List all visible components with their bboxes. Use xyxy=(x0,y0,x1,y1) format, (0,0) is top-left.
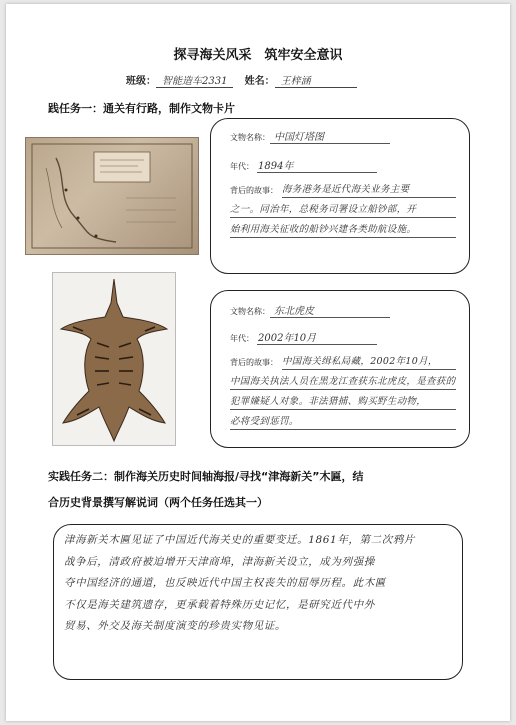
task2-title-line-2: 合历史背景撰写解说词（两个任务任选其一） xyxy=(48,496,268,509)
essay-line-1: 津海新关木匾见证了中国近代海关史的重要变迁。1861年，第二次鸦片 xyxy=(64,534,416,546)
card2-year-field xyxy=(230,329,316,344)
card1-story-label: 背后的故事： xyxy=(230,186,278,195)
card2-story-underline-3 xyxy=(230,409,456,410)
card1-story-line-1: 海务港务是近代海关业务主要 xyxy=(282,184,410,195)
card1-story-line-3: 始利用海关征收的船钞兴建各类助航设施。 xyxy=(230,224,417,235)
card1-year-field xyxy=(230,157,293,172)
card2-story-line-2: 中国海关执法人员在黑龙江查获东北虎皮，是查获的 xyxy=(230,376,456,387)
card1-year-underline xyxy=(257,172,377,173)
card2-year-value: 2002年10月 xyxy=(258,333,317,344)
class-value: 智能造车2331 xyxy=(156,72,233,88)
lighthouse-map-image xyxy=(25,137,199,255)
page-title: 探寻海关风采 筑牢安全意识 xyxy=(173,48,343,63)
card1-name-field xyxy=(230,128,324,143)
map-illustration xyxy=(26,138,198,254)
card1-story-underline-3 xyxy=(230,237,456,238)
card2-story-underline-2 xyxy=(230,389,456,390)
tiger-skin-illustration xyxy=(53,273,175,445)
task2-title-line-1: 实践任务二：制作海关历史时间轴海报/寻找“津海新关”木匾，结 xyxy=(48,470,364,483)
name-label: 姓名： xyxy=(244,76,275,87)
card2-year-underline xyxy=(257,344,377,345)
card1-story-underline-2 xyxy=(230,217,456,218)
card1-year-label: 年代： xyxy=(230,162,254,171)
card2-year-label: 年代： xyxy=(230,334,254,343)
card2-story-line-1: 中国海关缉私局藏，2002年10月， xyxy=(282,356,438,367)
card2-story-label: 背后的故事： xyxy=(230,358,278,367)
card2-story-underline-4 xyxy=(230,429,456,430)
student-info-row xyxy=(126,72,357,88)
card1-name-value: 中国灯塔图 xyxy=(274,132,324,143)
card2-story-line-4: 必将受到惩罚。 xyxy=(230,416,299,427)
card2-name-field xyxy=(230,302,314,317)
card2-name-value: 东北虎皮 xyxy=(274,306,314,317)
essay-line-3: 夺中国经济的通道，也反映近代中国主权丧失的屈辱历程。此木匾 xyxy=(64,577,386,589)
card1-story-underline-1 xyxy=(282,197,456,198)
card2-name-label: 文物名称： xyxy=(230,307,270,316)
card2-story-line-3: 犯罪嫌疑人对象。非法猎捕、购买野生动物， xyxy=(230,396,427,407)
card1-story-line-2: 之一。同治年，总税务司署设立船钞部，开 xyxy=(230,204,417,215)
card1-name-label: 文物名称： xyxy=(230,133,270,142)
task1-title: 践任务一：通关有行路，制作文物卡片 xyxy=(48,102,235,115)
card2-name-underline xyxy=(270,317,390,318)
tiger-skin-image xyxy=(52,272,176,446)
card1-year-value: 1894年 xyxy=(258,161,294,172)
essay-line-2: 战争后，清政府被迫增开天津商埠，津海新关设立，成为列强操 xyxy=(64,555,375,568)
name-value: 王梓涵 xyxy=(275,72,357,88)
class-label: 班级： xyxy=(126,76,156,87)
essay-text xyxy=(64,530,456,638)
essay-line-5: 贸易、外交及海关制度演变的珍贵实物见证。 xyxy=(64,620,286,632)
essay-line-4: 不仅是海关建筑遗存，更承载着特殊历史记忆，是研究近代中外 xyxy=(64,598,375,611)
card1-name-underline xyxy=(270,143,390,144)
card2-story-underline-1 xyxy=(282,369,456,370)
